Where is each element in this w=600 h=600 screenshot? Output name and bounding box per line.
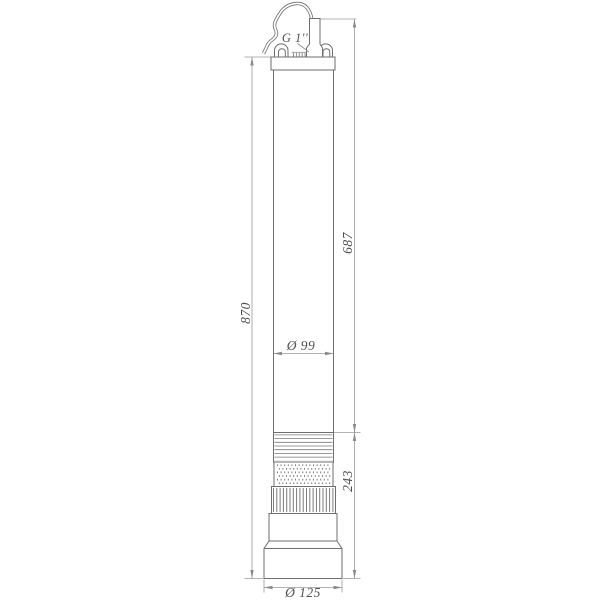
dim-label-total-height: 870 [238, 302, 253, 324]
ribbed-collar-band [272, 487, 336, 514]
dim-label-thread: G 1'' [281, 30, 309, 45]
intake-rib-band [274, 433, 334, 463]
pump-top-cap [271, 57, 335, 70]
base-neck [269, 514, 337, 542]
dim-label-upper-section: 687 [340, 231, 355, 254]
pump-body-shell [274, 70, 334, 433]
intake-mesh-band [274, 462, 333, 487]
lifting-eyelet-left [275, 44, 289, 57]
dim-label-lower-section: 243 [340, 470, 355, 492]
dim-label-body-diameter: Ø 99 [286, 338, 316, 353]
power-cable [264, 3, 313, 53]
base-shoulder [264, 541, 342, 549]
dim-label-base-diameter: Ø 125 [285, 584, 321, 600]
pump-base [264, 549, 342, 579]
